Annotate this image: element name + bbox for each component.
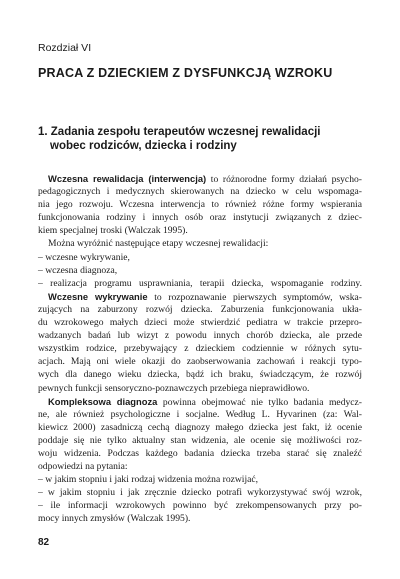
term-comprehensive-diagnosis: Kompleksowa diagnoza (48, 395, 158, 407)
term-early-detection: Wczesne wykrywanie (48, 290, 148, 302)
paragraph-line: Można wyróżnić następujące etapy wczesnej rewalidacji: (48, 238, 269, 250)
page-number: 82 (38, 537, 50, 548)
paragraph-line: Kompleksowa diagnoza powinna obejmować nie tylko badania medycz- (48, 395, 362, 408)
paragraph-line: wszystkim rodzice, przebywający z dzieckiem codziennie w różnych sytu- (38, 343, 362, 355)
list-item: – wczesne wykrywanie, (38, 251, 130, 263)
paragraph-line: poddaje się nie tylko aktualny stan widzenia, ale ocenie się możliwości roz- (38, 434, 362, 446)
paragraph-line: woju widzenia. Podczas każdego badania dziecka trzeba starać się znaleźć (38, 447, 362, 459)
list-item: – wczesna diagnoza, (38, 264, 118, 276)
paragraph-line: du wzrokowego małych dzieci może stwierdzić pediatra w trakcie przepro- (38, 317, 362, 329)
paragraph-line: Wczesne wykrywanie to rozpoznawanie pierwszych symptomów, wska- (48, 290, 362, 303)
body-text (38, 172, 362, 526)
paragraph-line: kiem specjalnej troski (Walczak 1995). (38, 225, 188, 237)
list-item: – w jakim stopniu i jak zręcznie dziecko potrafi wykorzystywać swój wzrok, (38, 487, 362, 499)
paragraph-line: pedagogicznych i medycznych skierowanych na dziecko w celu wspomaga- (38, 186, 362, 198)
section-heading-line-1: 1. Zadania zespołu terapeutów wczesnej rewalidacji (38, 126, 321, 138)
list-item: – ile informacji wzrokowych powinno być zrekompensowanych przy po- (38, 500, 362, 512)
list-item: mocy innych zmysłów (Walczak 1995). (38, 513, 191, 525)
paragraph-line: funkcjonowania rodziny i innych osób oraz instytucji związanych z dziec- (38, 212, 362, 224)
paragraph-line: wych dla danego wieku dziecka, bądź ich braku, świadczącym, że rozwój (38, 369, 362, 381)
paragraph-line: nia jego rozwoju. Wczesna interwencja to również różne formy wspierania (38, 199, 362, 211)
section-heading (38, 125, 368, 153)
paragraph-line: pewnych funkcji sensoryczno-poznawczych przebiega nieprawidłowo. (38, 382, 310, 394)
paragraph-line: zujących na zaburzony rozwój dziecka. Zaburzenia funkcjonowania ukła- (38, 303, 362, 315)
paragraph-line: odpowiedzi na pytania: (38, 461, 128, 473)
chapter-label: Rozdział VI (38, 42, 92, 54)
paragraph-line: kiewicz 2000) zasadniczą cechą diagnozy małego dziecka jest fakt, iż ocenie (38, 421, 362, 433)
term-early-rehabilitation: Wczesna rewalidacja (interwencja) (48, 173, 207, 184)
list-item: – w jakim stopniu i jaki rodzaj widzenia można rozwijać, (38, 474, 259, 486)
section-heading-line-2: wobec rodziców, dziecka i rodziny (50, 140, 237, 152)
paragraph-line: Wczesna rewalidacja (interwencja) to różnorodne formy działań psycho- (48, 173, 362, 185)
paragraph-line: ne, ale również psychologiczne i socjalne. Według L. Hyvarinen (za: Wal- (38, 408, 362, 420)
chapter-title: PRACA Z DZIECKIEM Z DYSFUNKCJĄ WZROKU (38, 66, 333, 80)
paragraph-line: wadzanych badań lub wizyt z powodu innych chorób dziecka, ale przede (38, 330, 362, 342)
list-item: – realizacja programu usprawniania, terapii dziecka, wspomaganie rodziny. (38, 277, 362, 289)
paragraph-line: acjach. Mają oni wiele okazji do zaobserwowania zachowań i reakcji typo- (38, 356, 362, 368)
